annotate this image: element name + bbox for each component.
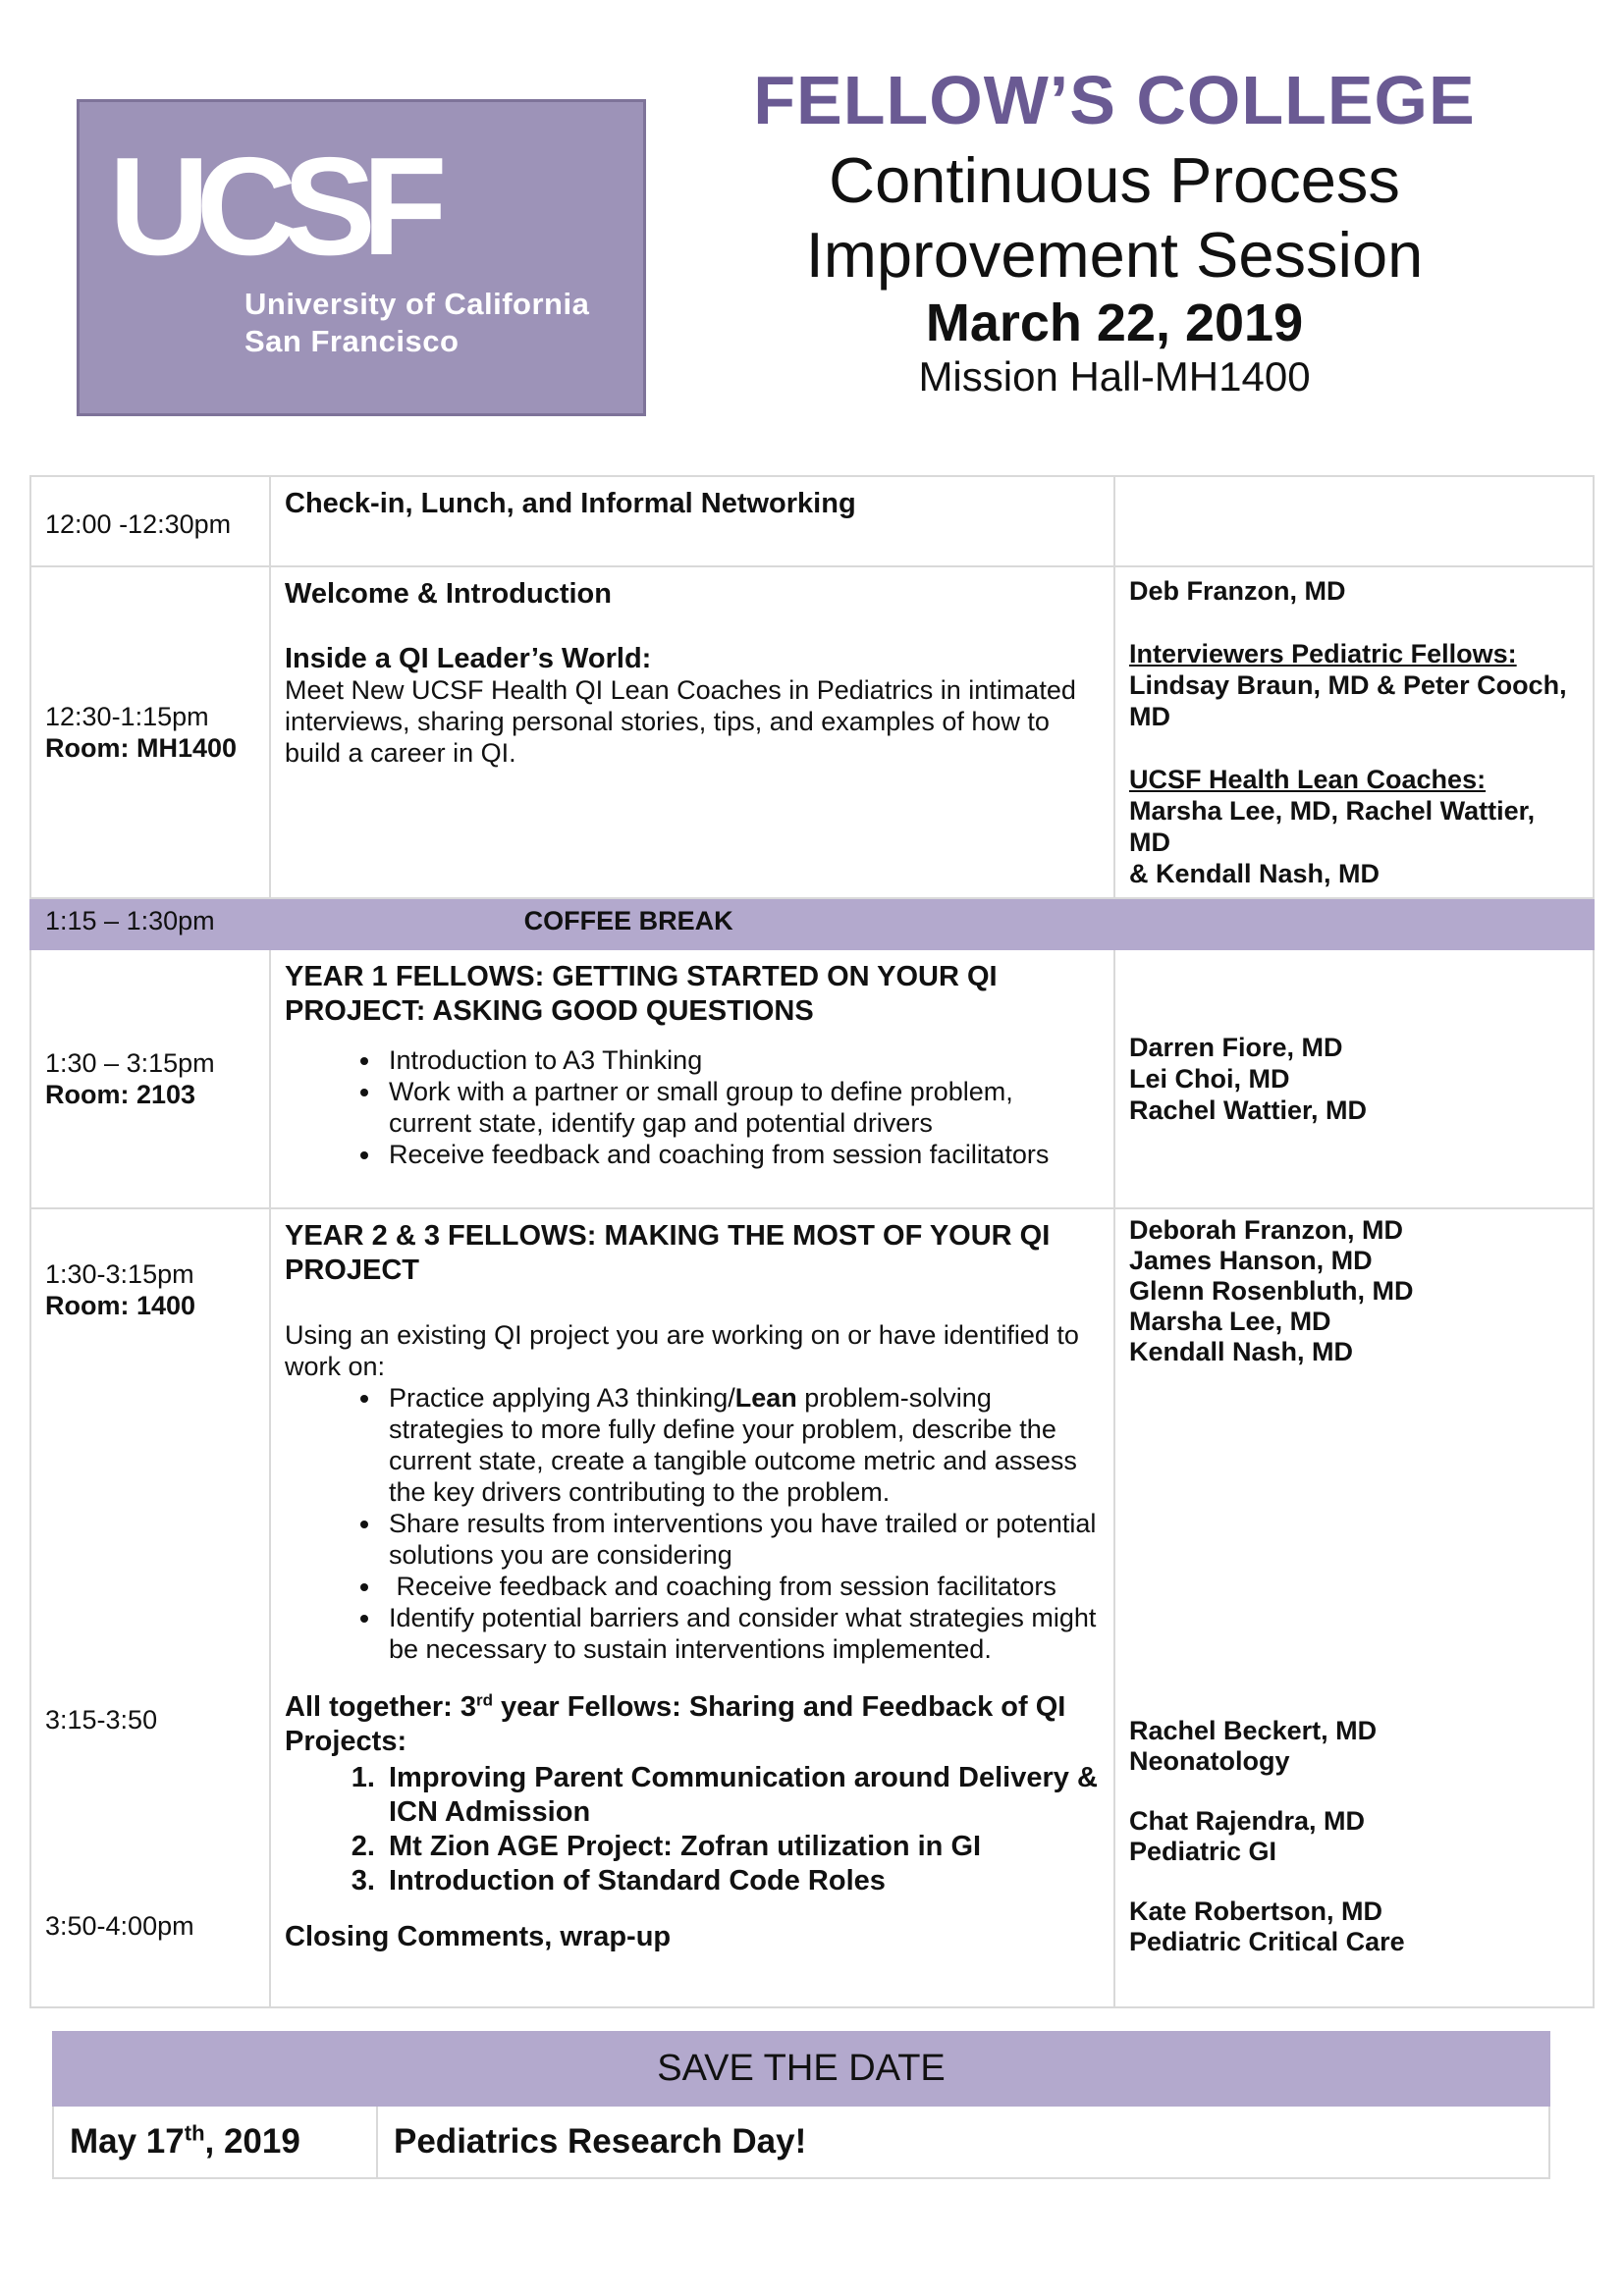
event-location: Mission Hall-MH1400 (918, 353, 1311, 400)
activity-description: Meet New UCSF Health QI Lean Coaches in Pediatrics in intimated interviews, sharing personal stories, tips, and examples of how to build a career in QI. (285, 675, 1076, 768)
activity-cell (270, 949, 1114, 1208)
page-subtitle-line2: Improvement Session (805, 219, 1424, 291)
list-item: 3. Introduction of Standard Code Roles (383, 1864, 1100, 1898)
speaker-name: Rachel Wattier, MD (1129, 1095, 1368, 1125)
list-item: • Receive feedback and coaching from session facilitators (383, 1139, 1100, 1170)
activity-title: Welcome & Introduction (285, 578, 612, 610)
activity-title: YEAR 2 & 3 FELLOWS: MAKING THE MOST OF YOUR QI PROJECT (285, 1220, 1051, 1286)
bullet-text: Practice applying A3 thinking/ (389, 1383, 735, 1413)
ucsf-logo (77, 99, 646, 416)
speaker-name: Darren Fiore, MD (1129, 1033, 1343, 1062)
time-cell (30, 476, 270, 566)
presenter-department: Pediatric GI (1129, 1837, 1277, 1866)
activity-intro: Using an existing QI project you are working on or have identified to work on: (285, 1320, 1079, 1381)
activity-bullets (285, 1044, 1100, 1170)
coaches-heading: UCSF Health Lean Coaches: (1129, 765, 1487, 794)
break-time: 1:15 – 1:30pm (45, 906, 215, 935)
date-superscript: th (184, 2120, 205, 2146)
schedule-row-break (30, 898, 1594, 949)
presenter-1 (1129, 1716, 1377, 1777)
save-the-date-heading: SAVE THE DATE (53, 2032, 1549, 2106)
together-text: year Fellows: Sharing and Feedback of QI Projects: (285, 1691, 1066, 1757)
save-the-date-date (53, 2106, 377, 2178)
speaker-name: Deborah Franzon, MD (1129, 1215, 1404, 1245)
time-label: 3:15-3:50 (45, 1705, 158, 1735)
room-label: Room: 1400 (45, 1291, 196, 1320)
speaker-cell (1114, 476, 1594, 566)
speaker-cell (1114, 1208, 1594, 2007)
save-the-date-row (53, 2106, 1549, 2178)
projects-list (285, 1761, 1100, 1898)
closing-comments: Closing Comments, wrap-up (285, 1921, 672, 1952)
activity-title: Check-in, Lunch, and Informal Networking (285, 488, 856, 519)
presenter-name: Kate Robertson, MD (1129, 1896, 1383, 1926)
logo-city-name: San Francisco (244, 324, 460, 358)
time-block-1 (45, 1258, 195, 1321)
list-item: 1. Improving Parent Communication around Delivery & ICN Admission (383, 1761, 1100, 1830)
speaker-name: Kendall Nash, MD (1129, 1337, 1354, 1366)
speaker-name: Glenn Rosenbluth, MD (1129, 1276, 1414, 1306)
time-label: 12:00 -12:30pm (45, 509, 232, 539)
coaches-names-line2: & Kendall Nash, MD (1129, 859, 1380, 888)
presenter-name: Chat Rajendra, MD (1129, 1806, 1366, 1836)
schedule-row-year1 (30, 949, 1594, 1208)
list-item: • Share results from interventions you have trailed or potential solutions you are considering (383, 1508, 1100, 1571)
schedule-table (29, 475, 1595, 2008)
event-date: March 22, 2019 (925, 294, 1304, 352)
time-label: 3:50-4:00pm (45, 1911, 194, 1941)
activity-title: YEAR 1 FELLOWS: GETTING STARTED ON YOUR QI PROJECT: ASKING GOOD QUESTIONS (285, 961, 998, 1027)
presenter-3 (1129, 1896, 1405, 1957)
activity-cell (270, 1208, 1114, 2007)
page-title: FELLOW’S COLLEGE (753, 62, 1476, 138)
list-item: 2. Mt Zion AGE Project: Zofran utilization in GI (383, 1830, 1100, 1864)
save-the-date-event: Pediatrics Research Day! (377, 2106, 1549, 2178)
list-item: • Identify potential barriers and consider what strategies might be necessary to sustain interventions implemented. (383, 1602, 1100, 1665)
time-label: 1:30 – 3:15pm (45, 1048, 215, 1078)
break-label: COFFEE BREAK (523, 906, 733, 935)
time-cell (30, 566, 270, 898)
break-cell (30, 898, 1594, 949)
speaker-name: Marsha Lee, MD (1129, 1307, 1331, 1336)
presenter-department: Neonatology (1129, 1746, 1290, 1776)
speaker-name: Lei Choi, MD (1129, 1064, 1290, 1094)
interviewers-names: Lindsay Braun, MD & Peter Cooch, MD (1129, 670, 1567, 731)
schedule-row-welcome (30, 566, 1594, 898)
time-label: 1:30-3:15pm (45, 1259, 194, 1289)
presenter-department: Pediatric Critical Care (1129, 1927, 1405, 1956)
activity-subtitle: Inside a QI Leader’s World: (285, 643, 652, 674)
speaker-list (1129, 1215, 1414, 1367)
logo-university-name: University of California (244, 287, 590, 321)
activity-cell (270, 566, 1114, 898)
activity-cell (270, 476, 1114, 566)
bullet-emphasis: Lean (734, 1383, 797, 1413)
interviewers-heading: Interviewers Pediatric Fellows: (1129, 639, 1517, 668)
time-cell (30, 1208, 270, 2007)
presenter-name: Rachel Beckert, MD (1129, 1716, 1378, 1745)
page-subtitle-line1: Continuous Process (829, 144, 1400, 216)
bullet-text: problem-solving strategies to more fully define your problem, describe the current state, create a tangible outcome metric and assess the key drivers contributing to the problem. (389, 1383, 1077, 1507)
room-label: Room: 2103 (45, 1080, 196, 1109)
list-item (383, 1382, 1100, 1508)
list-item: • Receive feedback and coaching from session facilitators (383, 1571, 1100, 1602)
save-the-date-table (52, 2031, 1550, 2179)
speaker-cell (1114, 949, 1594, 1208)
date-text: May 17 (70, 2122, 185, 2161)
time-label: 12:30-1:15pm (45, 702, 209, 731)
schedule-row-year2-3 (30, 1208, 1594, 2007)
coaches-names-line1: Marsha Lee, MD, Rachel Wattier, MD (1129, 796, 1536, 857)
date-text: , 2019 (204, 2122, 300, 2161)
save-the-date-header-row (53, 2032, 1549, 2106)
list-item: • Work with a partner or small group to define problem, current state, identify gap and potential drivers (383, 1076, 1100, 1139)
ucsf-logo-mark: UCSF (109, 129, 434, 285)
presenter-2 (1129, 1806, 1365, 1867)
activity-bullets (285, 1382, 1100, 1665)
together-text: All together: 3 (285, 1691, 476, 1723)
room-label: Room: MH1400 (45, 733, 238, 763)
list-item: • Introduction to A3 Thinking (383, 1044, 1100, 1076)
together-heading (285, 1690, 1100, 1759)
speaker-cell (1114, 566, 1594, 898)
time-cell (30, 949, 270, 1208)
speaker-name: James Hanson, MD (1129, 1246, 1373, 1275)
speaker-name: Deb Franzon, MD (1129, 576, 1346, 606)
schedule-row-checkin (30, 476, 1594, 566)
together-superscript: rd (475, 1690, 493, 1710)
